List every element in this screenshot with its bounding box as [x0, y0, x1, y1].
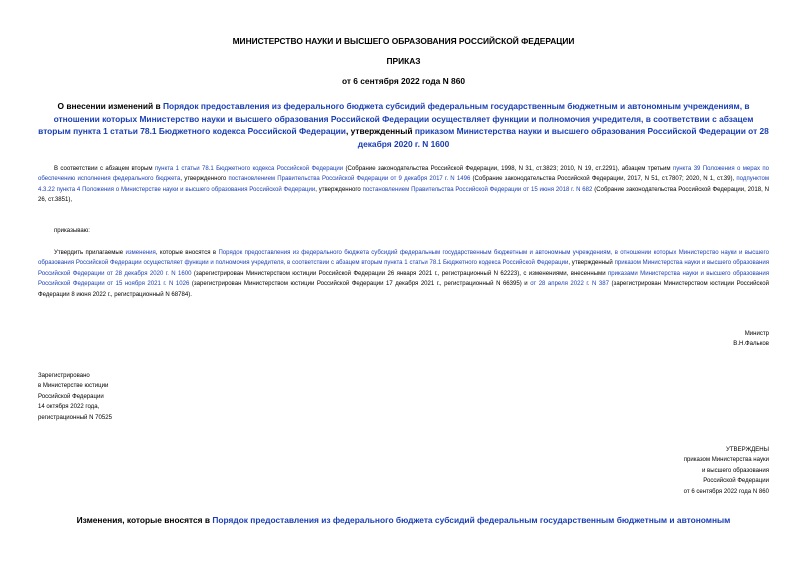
approval-block — [684, 445, 769, 497]
title-text: О внесении изменений в — [57, 101, 163, 111]
signature-name: В.Н.Фальков — [733, 341, 769, 348]
signature-block — [733, 329, 769, 350]
title-link-order[interactable]: приказом Министерства науки и высшего образования Российской Федерации от 28 декабря 2020 г. N 1600 — [357, 126, 769, 149]
approval-line: и высшего образования — [701, 467, 769, 474]
signature-position: Министр — [744, 331, 769, 337]
link-order-387[interactable]: от 28 апреля 2022 г. N 387 — [530, 281, 610, 288]
registration-block — [38, 371, 112, 423]
link-order-1026[interactable]: приказами Министерства науки и высшего образования Российской Федерации от 15 ноября 2021 г. N 1026 — [38, 270, 769, 288]
paragraph-basis — [38, 164, 769, 206]
approval-line: приказом Министерства науки — [683, 457, 769, 464]
text: (зарегистрирован Министерством юстиции Российской Федерации 26 января 2021 г., регистрационный N 62223), с изменениями, внесенными — [191, 270, 608, 277]
text: Утвердить прилагаемые — [54, 250, 126, 256]
approval-line: от 6 сентября 2022 года N 860 — [683, 488, 769, 495]
link-changes[interactable]: изменения — [125, 250, 156, 256]
link-budget-regulation[interactable]: пункта 39 Положения о мерах по обеспечению исполнения федерального бюджета — [38, 166, 769, 183]
order-title — [38, 100, 769, 150]
text: , утвержденного — [315, 186, 363, 193]
paragraph-order-word: приказываю: — [54, 228, 90, 234]
registration-line: в Министерстве юстиции — [38, 383, 109, 390]
changes-heading-link[interactable]: Порядок предоставления из федерального бюджета субсидий федеральным государственным бюджетным и автономным — [212, 515, 731, 525]
text: (Собрание законодательства Российской Федерации, 1998, N 31, ст.3823; 2010, N 19, ст.2291), абзацем третьим — [343, 166, 673, 172]
text: (Собрание законодательства Российской Федерации, 2017, N 51, ст.7807; 2020, N 1, ст.39), — [470, 176, 737, 183]
text: , утвержденный — [568, 260, 615, 267]
changes-heading-text: Изменения, которые вносятся в — [76, 515, 213, 525]
registration-line: Российской Федерации — [38, 393, 104, 400]
approval-line: УТВЕРЖДЕНЫ — [726, 447, 769, 453]
text: (Собрание законодательства Российской Федерации, 2018, N 26, ст.3851), — [38, 186, 769, 204]
link-government-resolution-682[interactable]: постановлением Правительства Российской Федерации от 15 июня 2018 г. N 682 — [362, 186, 593, 193]
link-order-1600[interactable]: приказом Министерства науки и высшего образования Российской Федерации от 28 декабря 2020 г. N 1600 — [38, 260, 769, 277]
order-date: от 6 сентября 2022 года N 860 — [341, 76, 466, 86]
approval-line: Российской Федерации — [703, 478, 769, 485]
link-government-resolution-1496[interactable]: постановлением Правительства Российской Федерации от 9 декабря 2017 г. N 1496 — [228, 176, 471, 183]
text: (зарегистрирован Министерством юстиции Российской Федерации 8 июня 2022 г., регистрационный N 68784). — [38, 281, 770, 298]
ministry-heading: МИНИСТЕРСТВО НАУКИ И ВЫСШЕГО ОБРАЗОВАНИЯ РОССИЙСКОЙ ФЕДЕРАЦИИ — [232, 36, 575, 46]
link-ministry-regulation[interactable]: подпунктом 4.3.22 пункта 4 Положения о Министерстве науки и высшего образования Российской Федерации — [38, 176, 770, 193]
text: , которые вносятся в — [155, 250, 219, 256]
title-text: , утвержденный — [345, 126, 415, 137]
registration-line: Зарегистрировано — [38, 373, 90, 379]
title-link-procedure[interactable]: Порядок предоставления из федерального бюджета субсидий федеральным государственным бюджетным и автономным учреждениям, в отношении которых Министерство науки и высшего образования Российской Федерации осуществляет функции и полномочия учредителя, в соответствии с абзацем вторым пункта 1 статьи 78.1 Бюджетного кодекса Российской Федерации — [38, 101, 754, 137]
order-heading: ПРИКАЗ — [386, 56, 421, 66]
text: , утвержденного — [180, 176, 229, 183]
link-procedure[interactable]: Порядок предоставления из федерального бюджета субсидий федеральным государственным бюджетным и автономным учреждениям, в отношении которых Министерство науки и высшего образования Российской Федерации осуществляет функции и полномочия учредителя, в соответствии с абзацем вторым пункта 1 статьи 78.1 Бюджетного кодекса Российской Федерации — [38, 250, 769, 267]
changes-heading — [30, 515, 777, 525]
link-budget-code[interactable]: пункта 1 статьи 78.1 Бюджетного кодекса Российской Федерации — [154, 166, 344, 172]
text: В соответствии с абзацем вторым — [54, 166, 155, 172]
registration-line: 14 октября 2022 года, — [38, 404, 100, 411]
text: (зарегистрирован Министерством юстиции Российской Федерации 17 декабря 2021 г., регистрационный N 66395) и — [189, 281, 531, 288]
registration-line: регистрационный N 70525 — [38, 414, 112, 421]
paragraph-approve — [38, 248, 769, 300]
